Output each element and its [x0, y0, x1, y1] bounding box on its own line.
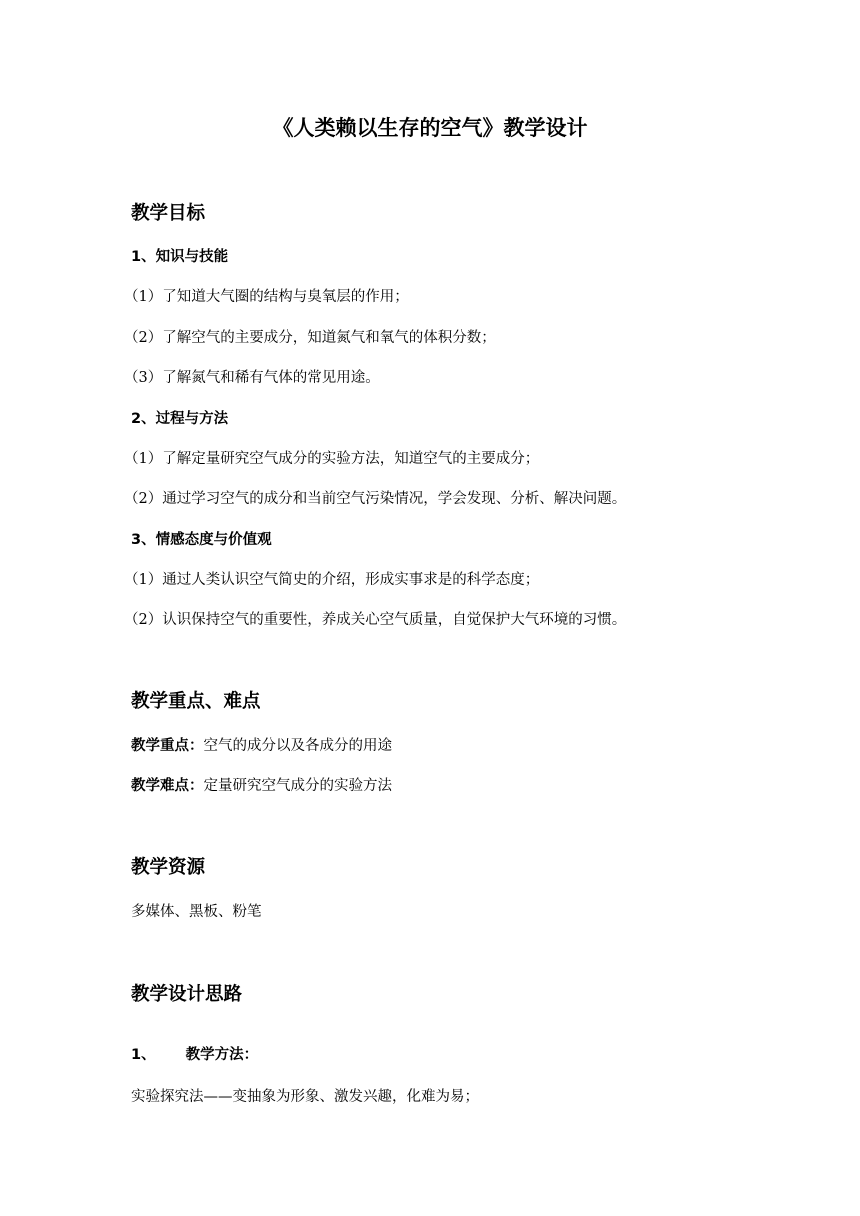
resources-heading: 教学资源 [131, 857, 206, 878]
process-item-1: （1）了解定量研究空气成分的实验方法，知道空气的主要成分； [124, 451, 540, 467]
teaching-method-text: 实验探究法——变抽象为形象、激发兴趣，化难为易； [131, 1089, 479, 1105]
teaching-difficulty-label: 教学难点： [131, 778, 204, 794]
document-title: 《人类赖以生存的空气》教学设计 [272, 116, 588, 140]
design-heading: 教学设计思路 [131, 984, 243, 1005]
knowledge-skills-heading: 1、知识与技能 [131, 249, 229, 265]
teaching-method-heading [131, 1045, 258, 1065]
process-item-2: （2）通过学习空气的成分和当前空气污染情况，学会发现、分析、解决问题。 [124, 491, 627, 507]
teaching-difficulty-line [131, 776, 392, 796]
objectives-heading: 教学目标 [131, 203, 206, 224]
teaching-focus-text: 空气的成分以及各成分的用途 [203, 738, 392, 754]
teaching-difficulty-text: 定量研究空气成分的实验方法 [203, 778, 392, 794]
process-methods-heading: 2、过程与方法 [131, 411, 229, 427]
knowledge-item-2: （2）了解空气的主要成分，知道氮气和氧气的体积分数； [124, 330, 496, 346]
attitude-values-heading: 3、情感态度与价值观 [131, 532, 272, 548]
resources-text: 多媒体、黑板、粉笔 [131, 904, 262, 920]
teaching-focus-label: 教学重点： [131, 738, 204, 754]
knowledge-item-1: （1）了知道大气圈的结构与臭氧层的作用； [124, 289, 409, 305]
teaching-method-number: 1、 [131, 1047, 156, 1063]
attitude-item-1: （1）通过人类认识空气简史的介绍，形成实事求是的科学态度； [124, 572, 540, 588]
attitude-item-2: （2）认识保持空气的重要性，养成关心空气质量，自觉保护大气环境的习惯。 [124, 612, 627, 628]
teaching-method-label: 教学方法： [185, 1047, 259, 1063]
teaching-focus-line [131, 736, 392, 756]
key-points-heading: 教学重点、难点 [131, 691, 261, 712]
knowledge-item-3: （3）了解氮气和稀有气体的常见用途。 [124, 370, 380, 386]
